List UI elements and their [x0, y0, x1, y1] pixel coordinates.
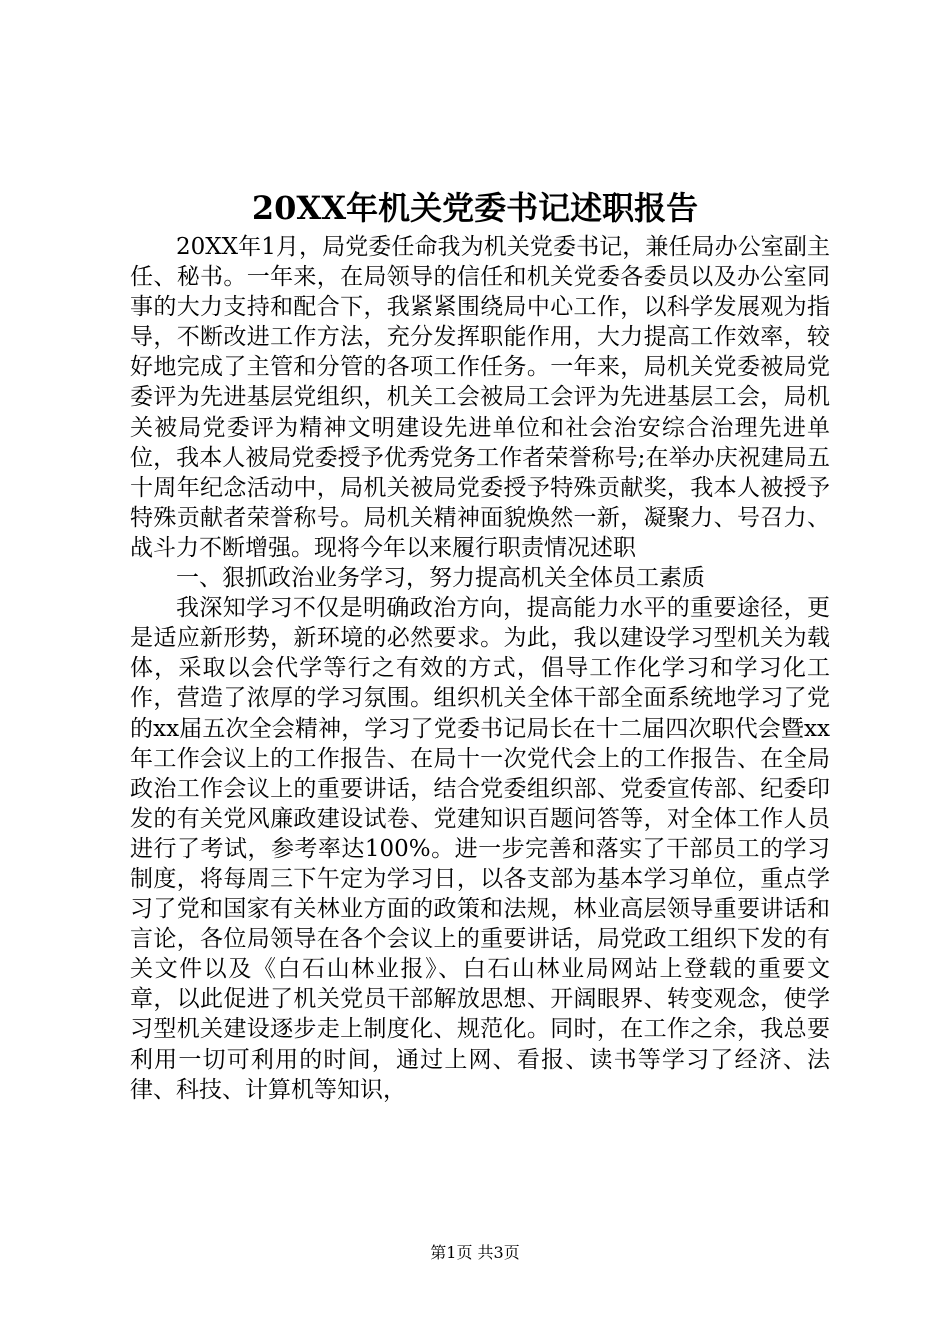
paragraph-study: 我深知学习不仅是明确政治方向，提高能力水平的重要途径，更是适应新形势，新环境的必然要求。为此，我以建设学习型机关为载体，采取以会代学等行之有效的方式，倡导工作化学习和学习化工作，营造了浓厚的学习氛围。组织机关全体干部全面系统地学习了党的xx届五次全会精神，学习了党委书记局长在十二届四次职代会暨xx年工作会议上的工作报告、在局十一次党代会上的工作报告、在全局政治工作会议上的重要讲话，结合党委组织部、党委宣传部、纪委印发的有关党风廉政建设试卷、党建知识百题问答等，对全体工作人员进行了考试，参考率达100%。进一步完善和落实了干部员工的学习制度，将每周三下午定为学习日，以各支部为基本学习单位，重点学习了党和国家有关林业方面的政策和法规，林业高层领导重要讲话和言论，各位局领导在各个会议上的重要讲话，局党政工组织下发的有关文件以及《白石山林业报》、白石山林业局网站上登载的重要文章，以此促进了机关党员干部解放思想、开阔眼界、转变观念，使学习型机关建设逐步走上制度化、规范化。同时，在工作之余，我总要利用一切可利用的时间，通过上网、看报、读书等学习了经济、法律、科技、计算机等知识， [130, 595, 830, 1103]
page-number-footer: 第1页 共3页 [430, 1243, 520, 1262]
paragraph-intro: 20XX年1月，局党委任命我为机关党委书记，兼任局办公室副主任、秘书。一年来，在局领导的信任和机关党委各委员以及办公室同事的大力支持和配合下，我紧紧围绕局中心工作，以科学发展观为指导，不断改进工作方法，充分发挥职能作用，大力提高工作效率，较好地完成了主管和分管的各项工作任务。一年来，局机关党委被局党委评为先进基层党组织，机关工会被局工会评为先进基层工会，局机关被局党委评为精神文明建设先进单位和社会治安综合治理先进单位，我本人被局党委授予优秀党务工作者荣誉称号;在举办庆祝建局五十周年纪念活动中，局机关被局党委授予特殊贡献奖，我本人被授予特殊贡献者荣誉称号。局机关精神面貌焕然一新，凝聚力、号召力、战斗力不断增强。现将今年以来履行职责情况述职 [130, 234, 830, 561]
section-heading-1: 一、狠抓政治业务学习，努力提高机关全体员工素质 [176, 565, 705, 592]
document-body [130, 232, 830, 1105]
document-title: 20XX年机关党委书记述职报告 [251, 189, 699, 227]
